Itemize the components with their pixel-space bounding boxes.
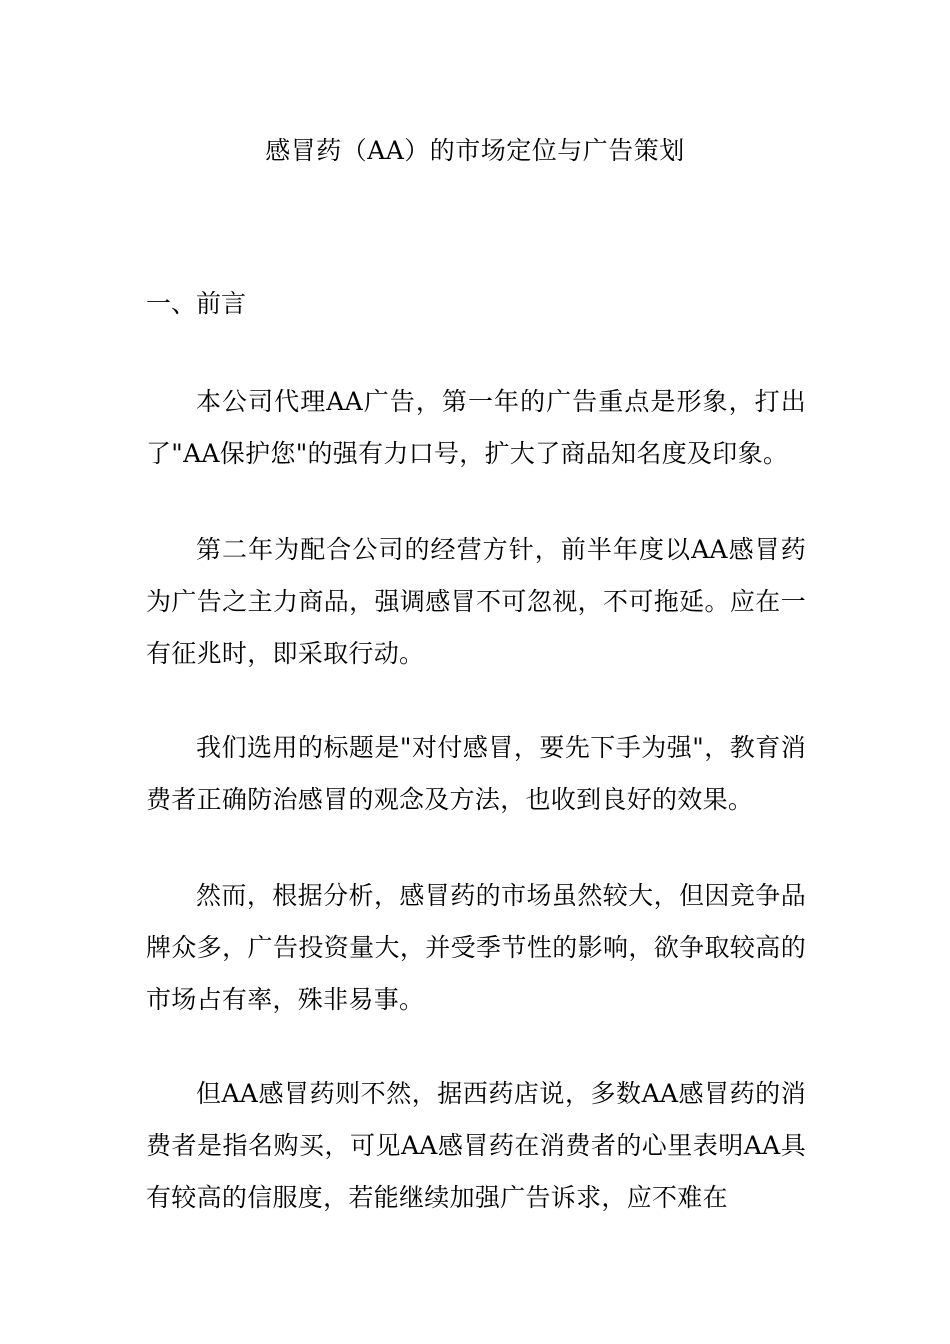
document-title: 感冒药（AA）的市场定位与广告策划 (265, 136, 685, 165)
section-heading-preface: 一、前言 (146, 289, 247, 318)
paragraph-4: 然而，根据分析，感冒药的市场虽然较大，但因竞争品牌众多，广告投资量大，并受季节性的影响，欲争取较高的市场占有率，殊非易事。 (146, 881, 806, 1014)
paragraph-1: 本公司代理AA广告，第一年的广告重点是形象，打出了"AA保护您"的强有力口号，扩大了商品知名度及印象。 (146, 387, 806, 468)
paragraph-2: 第二年为配合公司的经营方针，前半年度以AA感冒药为广告之主力商品，强调感冒不可忽视，不可拖延。应在一有征兆时，即采取行动。 (146, 535, 806, 668)
paragraph-5: 但AA感冒药则不然，据西药店说，多数AA感冒药的消费者是指名购买，可见AA感冒药在消费者的心里表明AA具有较高的信服度，若能继续加强广告诉求，应不难在 (146, 1079, 806, 1212)
paragraph-3: 我们选用的标题是"对付感冒，要先下手为强"，教育消费者正确防治感冒的观念及方法，也收到良好的效果。 (146, 733, 806, 814)
